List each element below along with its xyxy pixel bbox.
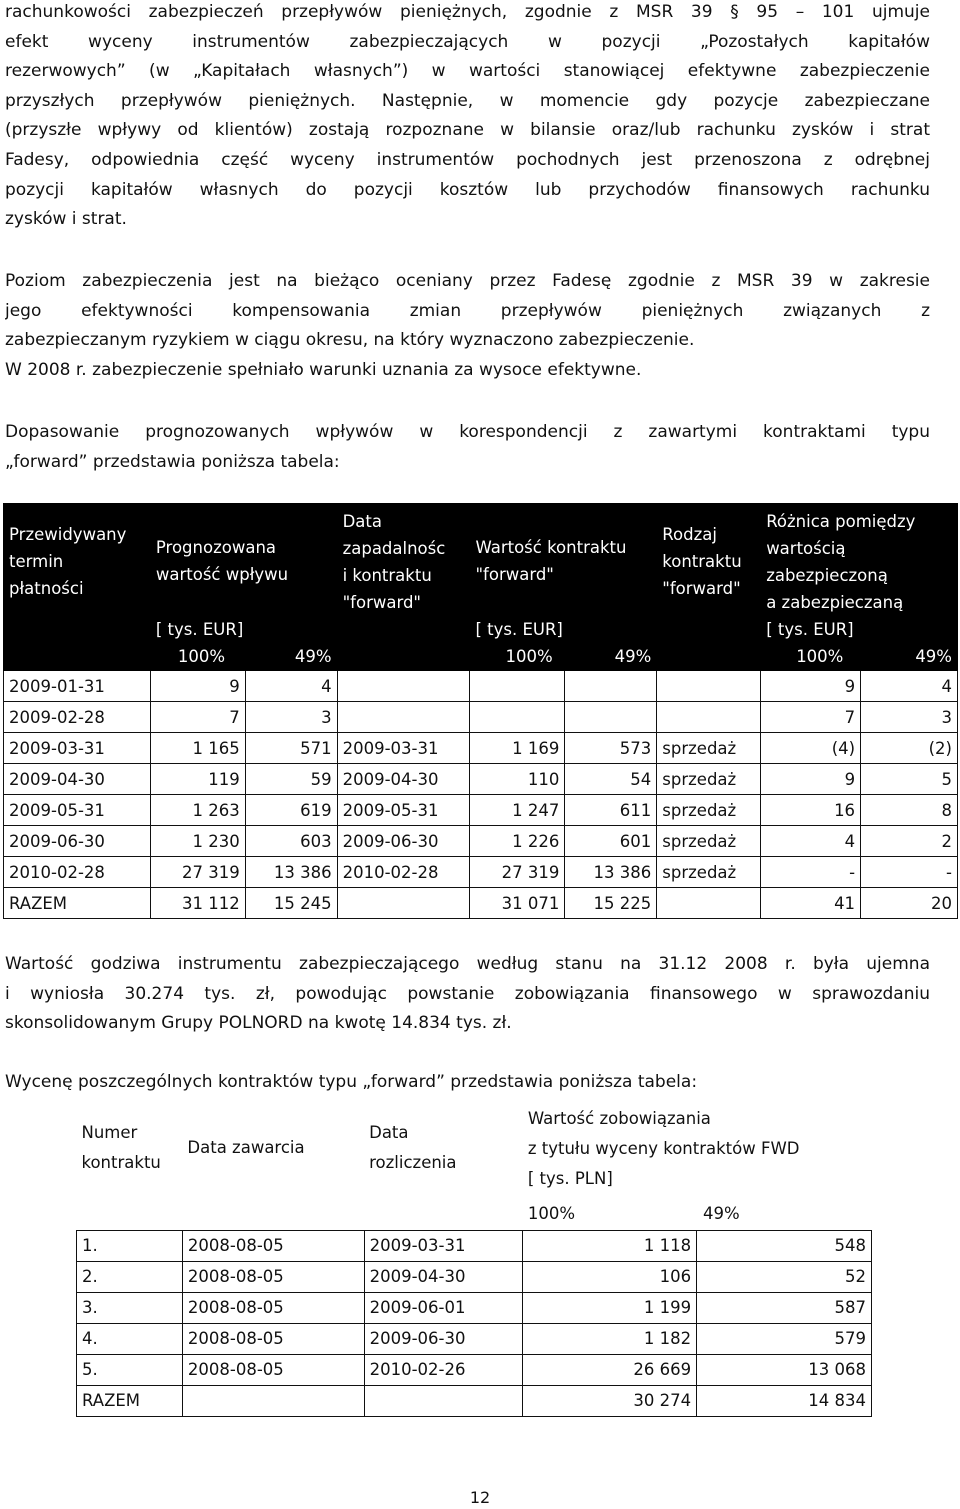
table-cell: 1 118: [523, 1230, 697, 1261]
header-unit: [ tys. EUR]: [155, 620, 244, 639]
text-line: rachunkowości zabezpieczeń przepływów pieniężnych, zgodnie z MSR 39 § 95 – 101 ujmuje: [5, 2, 930, 22]
table-cell: 5.: [77, 1354, 183, 1385]
table-cell: 4: [861, 671, 958, 702]
intro-paragraph: [5, 0, 930, 235]
table-cell: 611: [565, 795, 657, 826]
header-pct-49: 49%: [915, 647, 952, 666]
table-cell: 14 834: [697, 1385, 872, 1416]
header-forward-value: Wartość kontraktu "forward" [ tys. EUR] 100% 49%: [470, 504, 657, 671]
table-cell: 119: [150, 764, 245, 795]
table-cell: 2009-03-31: [337, 733, 470, 764]
text-line: zabezpieczanym ryzykiem w ciągu okresu, na który wyznaczono zabezpieczenie.: [5, 330, 695, 351]
table-cell: -: [861, 857, 958, 888]
header-difference: Różnica pomiędzy wartością zabezpieczoną a zabezpieczaną [ tys. EUR] 100% 49%: [761, 504, 958, 671]
table-cell: sprzedaż: [657, 764, 761, 795]
text-line: jego efektywności kompensowania zmian przepływów pieniężnych związanych z: [5, 300, 930, 321]
table-cell: [182, 1385, 364, 1416]
table-cell: 619: [245, 795, 337, 826]
table-cell: 54: [565, 764, 657, 795]
table1-intro: [5, 418, 930, 477]
text-line: i wyniosła 30.274 tys. zł, powodując powstanie zobowiązania finansowego w sprawozdaniu: [5, 983, 930, 1004]
table-cell: 2010-02-26: [364, 1354, 523, 1385]
table-cell: 52: [697, 1261, 872, 1292]
table-cell: 15 225: [565, 888, 657, 919]
table-cell: 4: [245, 671, 337, 702]
forward-matching-table: [3, 503, 958, 919]
table-cell: 2008-08-05: [182, 1261, 364, 1292]
table-cell: 2010-02-28: [337, 857, 470, 888]
table-cell: [565, 702, 657, 733]
table-cell: sprzedaż: [657, 733, 761, 764]
table-row: [4, 671, 958, 702]
table-cell: 1 182: [523, 1323, 697, 1354]
header-pct-49: 49%: [703, 1204, 740, 1224]
header-pct-100: 100%: [177, 647, 226, 666]
header-pct: [523, 1198, 872, 1230]
table-cell: 9: [761, 671, 861, 702]
table2-pct-row: [77, 1198, 872, 1230]
table-row: [4, 826, 958, 857]
table2-header-row: [77, 1102, 872, 1198]
table-cell: 573: [565, 733, 657, 764]
table-cell: 59: [245, 764, 337, 795]
header-settlement-date: Data rozliczenia: [369, 1123, 457, 1172]
text-line: Poziom zabezpieczenia jest na bieżąco oceniany przez Fadesę zgodnie z MSR 39 w zakresie: [5, 271, 930, 291]
header-unit: [ tys. EUR]: [766, 620, 854, 639]
table-cell: 2.: [77, 1261, 183, 1292]
table-cell: 1 263: [150, 795, 245, 826]
table-cell: 1 230: [150, 826, 245, 857]
table-cell: RAZEM: [4, 888, 151, 919]
header-pct-49: 49%: [614, 647, 652, 666]
header-unit: [ tys. EUR]: [475, 620, 563, 639]
table-row: [77, 1323, 872, 1354]
table-cell: 13 068: [697, 1354, 872, 1385]
table-cell: [470, 671, 565, 702]
table-cell: (4): [761, 733, 861, 764]
table-row: [4, 733, 958, 764]
table-cell: 27 319: [150, 857, 245, 888]
table-cell: 110: [470, 764, 565, 795]
forward-valuation-table: [76, 1102, 872, 1417]
fair-value-paragraph: [5, 950, 930, 1039]
header-pct-100: 100%: [527, 1204, 575, 1224]
table-cell: sprzedaż: [657, 857, 761, 888]
table-row: [4, 702, 958, 733]
table-cell: [470, 702, 565, 733]
table-row: [77, 1385, 872, 1416]
table-cell: 2: [861, 826, 958, 857]
table-row: [4, 764, 958, 795]
table-cell: 548: [697, 1230, 872, 1261]
table-cell: 1 199: [523, 1292, 697, 1323]
table-cell: 2008-08-05: [182, 1354, 364, 1385]
table-cell: 2009-05-31: [4, 795, 151, 826]
table2-intro: [5, 1068, 930, 1098]
table-cell: 13 386: [565, 857, 657, 888]
text-line: zysków i strat.: [5, 209, 127, 230]
text-line: „forward” przedstawia poniższa tabela:: [5, 451, 340, 472]
table-cell: 571: [245, 733, 337, 764]
table-cell: RAZEM: [77, 1385, 183, 1416]
table-cell: 3: [245, 702, 337, 733]
table-row: [77, 1261, 872, 1292]
table-cell: [565, 671, 657, 702]
table-cell: 1 226: [470, 826, 565, 857]
table-cell: [337, 888, 470, 919]
table-cell: [657, 702, 761, 733]
table-cell: [657, 671, 761, 702]
table-cell: (2): [861, 733, 958, 764]
header-expected-date: Przewidywany termin płatności: [4, 504, 151, 671]
table-cell: 15 245: [245, 888, 337, 919]
table-cell: 9: [761, 764, 861, 795]
header-pct-100: 100%: [796, 647, 844, 666]
table-cell: 7: [761, 702, 861, 733]
table-cell: [364, 1385, 523, 1416]
table-cell: 9: [150, 671, 245, 702]
table-cell: 2008-08-05: [182, 1292, 364, 1323]
table-cell: [337, 671, 470, 702]
table-cell: 587: [697, 1292, 872, 1323]
table-cell: 20: [861, 888, 958, 919]
table-cell: 2009-04-30: [4, 764, 151, 795]
text-line: Dopasowanie prognozowanych wpływów w korespondencji z zawartymi kontraktami typu: [5, 422, 930, 442]
text-line: rezerwowych” (w „Kapitałach własnych”) w wartości stanowiącej efektywne zabezpieczenie: [5, 61, 930, 82]
table-cell: 7: [150, 702, 245, 733]
table-cell: 16: [761, 795, 861, 826]
table-cell: 13 386: [245, 857, 337, 888]
table-cell: 2009-05-31: [337, 795, 470, 826]
table-cell: [337, 702, 470, 733]
table-row: [77, 1354, 872, 1385]
header-forward-type: Rodzaj kontraktu "forward": [657, 504, 761, 671]
text-line: W 2008 r. zabezpieczenie spełniało warunki uznania za wysoce efektywne.: [5, 359, 642, 380]
table-cell: 3: [861, 702, 958, 733]
table-cell: 1 247: [470, 795, 565, 826]
table-cell: 31 112: [150, 888, 245, 919]
table-row: [77, 1230, 872, 1261]
table-cell: 2009-06-30: [337, 826, 470, 857]
text-line: przyszłych przepływów pieniężnych. Następnie, w momencie gdy pozycje zabezpieczane: [5, 90, 930, 111]
table-cell: 2009-06-30: [4, 826, 151, 857]
table-cell: 31 071: [470, 888, 565, 919]
table-row: [77, 1292, 872, 1323]
table-cell: 2008-08-05: [182, 1230, 364, 1261]
table-cell: 106: [523, 1261, 697, 1292]
table-cell: 2010-02-28: [4, 857, 151, 888]
table-cell: 2009-06-30: [364, 1323, 523, 1354]
header-contract-number: Numer kontraktu: [81, 1123, 161, 1172]
table-cell: 4: [761, 826, 861, 857]
text-line: skonsolidowanym Grupy POLNORD na kwotę 14.834 tys. zł.: [5, 1013, 512, 1034]
table-cell: sprzedaż: [657, 795, 761, 826]
text-line: Fadesy, odpowiednia część wyceny instrumentów pochodnych jest przenoszona z odrębnej: [5, 149, 930, 170]
table-cell: 2009-02-28: [4, 702, 151, 733]
table-cell: 2009-04-30: [364, 1261, 523, 1292]
table-cell: 4.: [77, 1323, 183, 1354]
text-line: Wartość godziwa instrumentu zabezpieczającego według stanu na 31.12 2008 r. była ujemna: [5, 954, 930, 974]
text-line: Wycenę poszczególnych kontraktów typu „forward” przedstawia poniższa tabela:: [5, 1072, 698, 1092]
table-cell: 30 274: [523, 1385, 697, 1416]
table-cell: 27 319: [470, 857, 565, 888]
table-cell: 2009-01-31: [4, 671, 151, 702]
table1-header-row: [4, 504, 958, 671]
table-row: [4, 857, 958, 888]
table-cell: 5: [861, 764, 958, 795]
table-cell: 26 669: [523, 1354, 697, 1385]
table-cell: 3.: [77, 1292, 183, 1323]
header-contract-date: Data zawarcia: [187, 1138, 305, 1157]
table-cell: 1.: [77, 1230, 183, 1261]
table-cell: 8: [861, 795, 958, 826]
table-cell: 603: [245, 826, 337, 857]
table-cell: 2008-08-05: [182, 1323, 364, 1354]
header-liability-value: Wartość zobowiązania z tytułu wyceny kontraktów FWD [ tys. PLN]: [527, 1109, 800, 1188]
table-row: [4, 795, 958, 826]
header-pct-100: 100%: [505, 647, 553, 666]
table-cell: 2009-03-31: [4, 733, 151, 764]
header-maturity-date: Data zapadalnośc i kontraktu "forward": [337, 504, 470, 671]
table-cell: 2009-06-01: [364, 1292, 523, 1323]
text-line: (przyszłe wpływy od klientów) zostają rozpoznane w bilansie oraz/lub rachunku zysków i strat: [5, 120, 930, 141]
table-cell: 1 165: [150, 733, 245, 764]
table-cell: -: [761, 857, 861, 888]
text-line: efekt wyceny instrumentów zabezpieczających w pozycji „Pozostałych kapitałów: [5, 31, 930, 52]
table-cell: 601: [565, 826, 657, 857]
table-cell: 2009-03-31: [364, 1230, 523, 1261]
table-row: [4, 888, 958, 919]
table-cell: 2009-04-30: [337, 764, 470, 795]
hedge-paragraph: [5, 267, 930, 385]
header-pct-49: 49%: [294, 647, 332, 666]
header-forecast-value: Prognozowana wartość wpływu [ tys. EUR] 100% 49%: [150, 504, 337, 671]
table-cell: 1 169: [470, 733, 565, 764]
page-number: 12: [469, 1488, 491, 1507]
table-cell: 579: [697, 1323, 872, 1354]
table-cell: [657, 888, 761, 919]
table-cell: sprzedaż: [657, 826, 761, 857]
text-line: pozycji kapitałów własnych do pozycji kosztów lub przychodów finansowych rachunku: [5, 179, 930, 200]
table-cell: 41: [761, 888, 861, 919]
